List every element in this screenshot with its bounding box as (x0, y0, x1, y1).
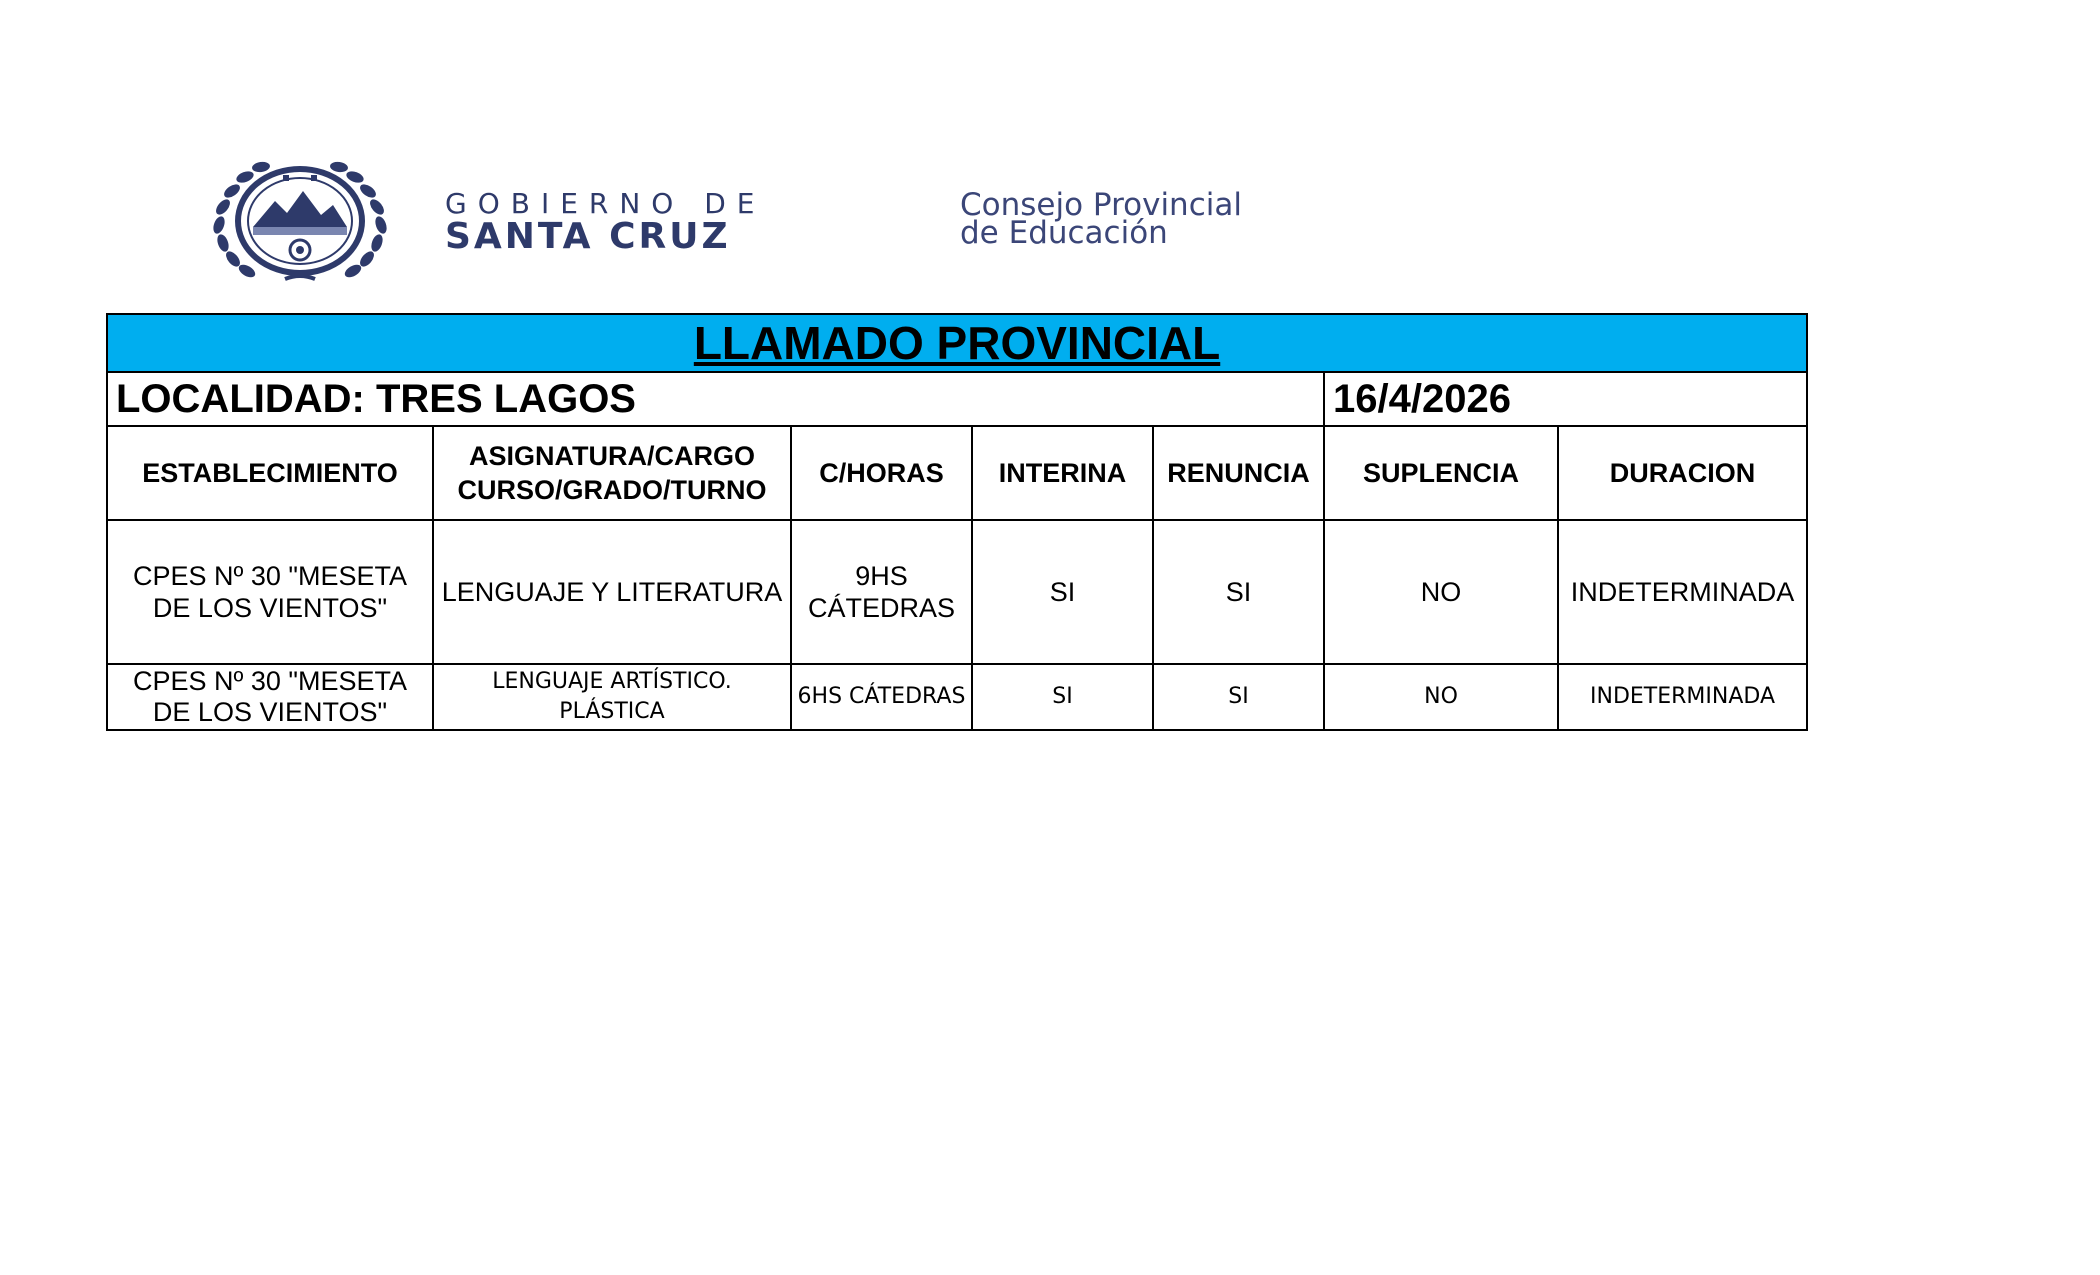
table-title: LLAMADO PROVINCIAL (107, 314, 1807, 372)
col-duracion: DURACION (1558, 426, 1807, 520)
cell-establecimiento-l1: CPES Nº 30 "MESETA (132, 561, 408, 591)
header-logos (205, 155, 1405, 285)
cell-establecimiento (107, 664, 433, 730)
council-line2: de Educación (960, 215, 1168, 251)
cell-horas: 6HS CÁTEDRAS (791, 664, 972, 730)
gov-line1: GOBIERNO DE (445, 187, 766, 220)
col-establecimiento: ESTABLECIMIENTO (107, 426, 433, 520)
cell-horas-l1: 9HS (855, 561, 908, 591)
column-header-row (107, 426, 1807, 520)
consejo-logo-text (960, 187, 1400, 251)
cell-establecimiento (107, 520, 433, 664)
provincial-seal-icon (205, 155, 405, 285)
gobierno-logo-text (445, 189, 865, 255)
cell-suplencia: NO (1324, 520, 1558, 664)
col-horas: C/HORAS (791, 426, 972, 520)
cell-interina: SI (972, 664, 1153, 730)
col-renuncia: RENUNCIA (1153, 426, 1324, 520)
cell-horas-l2: CÁTEDRAS (807, 593, 956, 623)
title-row (107, 314, 1807, 372)
col-asignatura-l1: ASIGNATURA/CARGO (469, 441, 755, 471)
cell-horas (791, 520, 972, 664)
cell-establecimiento-l2: DE LOS VIENTOS" (152, 697, 388, 727)
cell-suplencia: NO (1324, 664, 1558, 730)
table-row (107, 520, 1807, 664)
cell-duracion: INDETERMINADA (1558, 664, 1807, 730)
table-row (107, 664, 1807, 730)
col-suplencia: SUPLENCIA (1324, 426, 1558, 520)
llamado-table (106, 313, 1808, 731)
locality-row (107, 372, 1807, 426)
locality-label: LOCALIDAD: TRES LAGOS (107, 372, 1324, 426)
gov-line2: SANTA CRUZ (445, 216, 731, 257)
council-line1: Consejo Provincial (960, 187, 1242, 223)
cell-asignatura: LENGUAJE Y LITERATURA (433, 520, 791, 664)
col-asignatura (433, 426, 791, 520)
cell-interina: SI (972, 520, 1153, 664)
col-interina: INTERINA (972, 426, 1153, 520)
cell-duracion: INDETERMINADA (1558, 520, 1807, 664)
date-label: 16/4/2026 (1324, 372, 1807, 426)
cell-renuncia: SI (1153, 520, 1324, 664)
cell-establecimiento-l1: CPES Nº 30 "MESETA (132, 666, 408, 696)
col-asignatura-l2: CURSO/GRADO/TURNO (457, 475, 767, 505)
cell-asignatura: LENGUAJE ARTÍSTICO. PLÁSTICA (433, 664, 791, 730)
cell-renuncia: SI (1153, 664, 1324, 730)
cell-establecimiento-l2: DE LOS VIENTOS" (152, 593, 388, 623)
